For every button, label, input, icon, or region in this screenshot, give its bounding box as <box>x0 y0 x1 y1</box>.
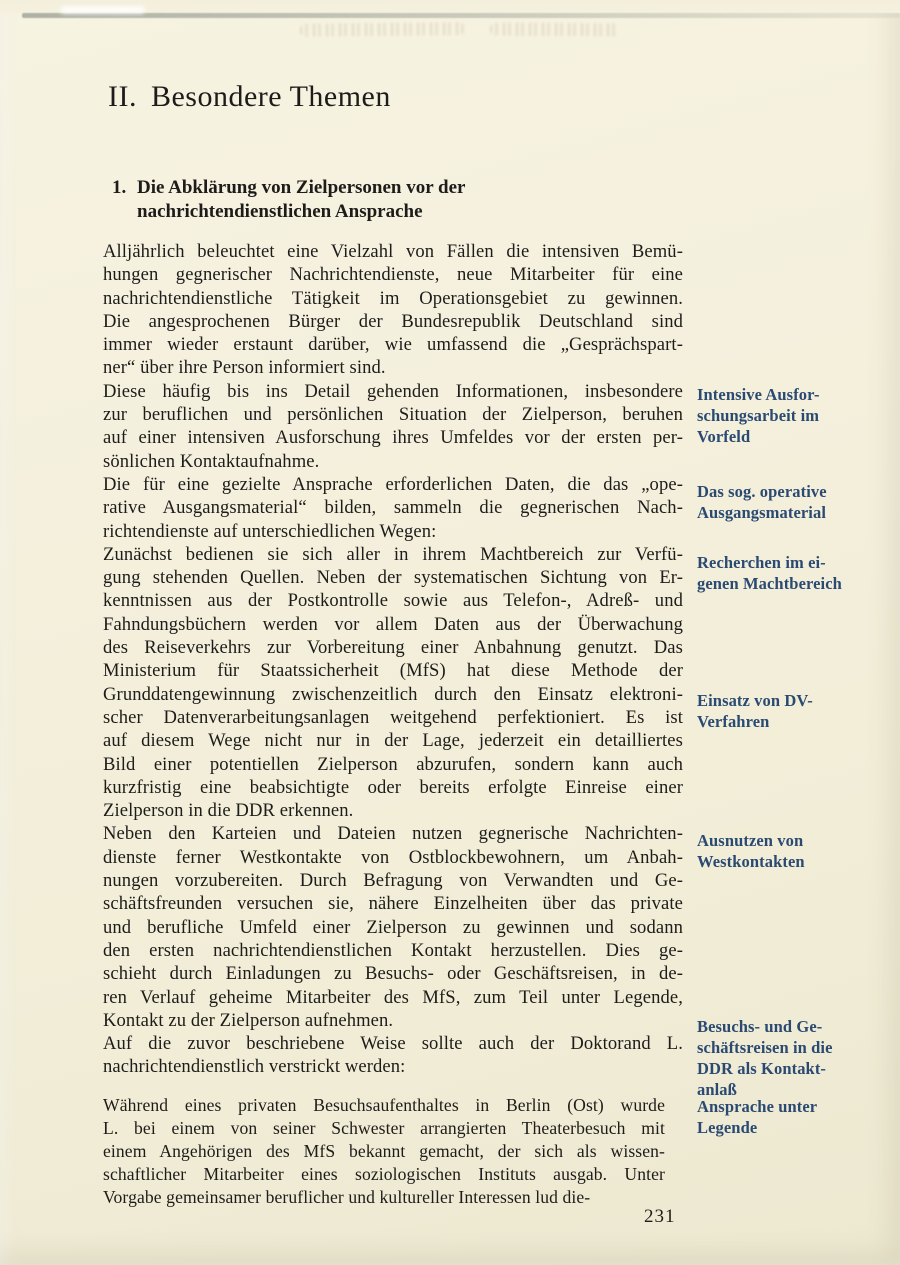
margin-note-line: DDR als Kontakt- <box>697 1059 827 1078</box>
margin-note-line: anlaß <box>697 1080 737 1099</box>
body-text-line: nungen vorzubereiten. Durch Befragung von Verwandten und Ge- <box>103 870 683 892</box>
body-text-line: zur beruflichen und persönlichen Situation der Zielperson, beruhen <box>103 404 683 426</box>
body-text-line: ner“ über ihre Person informiert sind. <box>103 357 386 379</box>
margin-note-line: Legende <box>697 1118 758 1137</box>
margin-note <box>697 830 875 872</box>
example-text-line: Während eines privaten Besuchsaufenthaltes in Berlin (Ost) wurde <box>103 1095 665 1115</box>
margin-note-line: Einsatz von DV- <box>697 691 813 710</box>
case-example-block <box>103 1094 665 1209</box>
body-text-line: schieht durch Einladungen zu Besuchs- oder Geschäftsreisen, in de- <box>103 963 683 985</box>
body-text-line: Diese häufig bis ins Detail gehenden Informationen, insbesondere <box>103 380 683 402</box>
example-text-line: einem Angehörigen des MfS bekannt gemacht, der sich als wissen- <box>103 1141 665 1161</box>
body-text-line: hungen gegnerischer Nachrichtendienste, neue Mitarbeiter für eine <box>103 264 683 286</box>
margin-note-line: Besuchs- und Ge- <box>697 1017 823 1036</box>
body-text-line: und berufliche Umfeld einer Zielperson zu gewinnen und sodann <box>103 916 683 938</box>
body-text-line: schäftsfreunden versuchen sie, nähere Einzelheiten über das private <box>103 893 683 915</box>
body-text-line: Auf die zuvor beschriebene Weise sollte auch der Doktorand L. <box>103 1033 683 1055</box>
section-heading-text <box>137 176 465 224</box>
margin-note <box>697 1096 875 1138</box>
body-text-line: Zielperson in die DDR erkennen. <box>103 800 354 822</box>
body-text-line: Grunddatengewinnung zwischenzeitlich durch den Einsatz elektroni- <box>103 683 683 705</box>
example-text-line: schaftlicher Mitarbeiter eines soziologischen Instituts ausgab. Unter <box>103 1164 665 1184</box>
margin-note-line: genen Machtbereich <box>697 574 842 593</box>
body-text-line: immer wieder erstaunt darüber, wie umfassend die „Gesprächspart- <box>103 334 683 356</box>
body-text-line: den ersten nachrichtendienstlichen Kontakt herzustellen. Dies ge- <box>103 939 683 961</box>
margin-note-line: Westkontakten <box>697 852 805 871</box>
body-text-column <box>103 240 683 1079</box>
body-text-line: Die angesprochenen Bürger der Bundesrepublik Deutschland sind <box>103 310 683 332</box>
margin-note <box>697 552 875 594</box>
scan-smudge-right <box>490 23 620 37</box>
margin-note-line: schungsarbeit im <box>697 406 820 425</box>
margin-note-line: schäftsreisen in die <box>697 1038 833 1057</box>
body-text-line: scher Datenverarbeitungsanlagen weitgehend perfektioniert. Es ist <box>103 706 683 728</box>
body-text-line: nachrichtendienstliche Tätigkeit im Operationsgebiet zu gewinnen. <box>103 287 683 309</box>
body-text-line: sönlichen Kontaktaufnahme. <box>103 450 320 472</box>
body-text-line: Fahndungsbüchern werden vor allem Daten aus der Überwachung <box>103 613 683 635</box>
margin-note-line: Intensive Ausfor- <box>697 385 820 404</box>
body-text-line: auf diesem Wege nicht nur in der Lage, jederzeit ein detailliertes <box>103 730 683 752</box>
margin-note-line: Das sog. operative <box>697 482 827 501</box>
margin-note <box>697 690 875 732</box>
margin-note-line: Vorfeld <box>697 427 751 446</box>
body-text-line: kurzfristig eine beabsichtigte oder bereits erfolgte Einreise einer <box>103 776 683 798</box>
body-text-line: Kontakt zu der Zielperson aufnehmen. <box>103 1009 394 1031</box>
margin-note <box>697 384 875 447</box>
margin-note <box>697 481 875 523</box>
body-text-line: des Reiseverkehrs zur Vorbereitung einer Anbahnung genutzt. Das <box>103 637 683 659</box>
margin-note-line: Verfahren <box>697 712 770 731</box>
body-text-line: gung stehenden Quellen. Neben der systematischen Sichtung von Er- <box>103 567 683 589</box>
chapter-title-text: Besondere Themen <box>150 80 391 113</box>
chapter-numeral: II. <box>108 80 137 113</box>
scan-edge-artifact <box>22 13 900 18</box>
example-text-line: L. bei einem von seiner Schwester arrangierten Theaterbesuch mit <box>103 1118 665 1138</box>
body-text-line: Neben den Karteien und Dateien nutzen gegnerische Nachrichten- <box>103 823 683 845</box>
body-text-line: Alljährlich beleuchtet eine Vielzahl von Fällen die intensiven Bemü- <box>103 241 683 262</box>
body-text-line: Ministerium für Staatssicherheit (MfS) hat diese Methode der <box>103 660 683 682</box>
body-text-line: Zunächst bedienen sie sich aller in ihrem Machtbereich zur Verfü- <box>103 543 683 565</box>
section-number: 1. <box>112 177 127 198</box>
body-text-line: ren Verlauf geheime Mitarbeiter des MfS, zum Teil unter Legende, <box>103 986 683 1008</box>
body-text-line: Die für eine gezielte Ansprache erforderlichen Daten, die das „ope- <box>103 473 683 495</box>
body-text-line: dienste ferner Westkontakte von Ostblockbewohnern, um Anbah- <box>103 846 683 868</box>
body-text-line: nachrichtendienstlich verstrickt werden: <box>103 1056 406 1078</box>
section-heading <box>112 176 465 224</box>
body-text-line: kenntnissen aus der Postkontrolle sowie aus Telefon-, Adreß- und <box>103 590 683 612</box>
body-text-line: Bild einer potentiellen Zielperson abzurufen, sondern kann auch <box>103 753 683 775</box>
chapter-title <box>108 80 391 114</box>
section-heading-line1: Die Abklärung von Zielpersonen vor der <box>137 177 466 198</box>
scan-smudge-left <box>300 22 465 37</box>
body-text-line: richtendienste auf unterschiedlichen Wegen: <box>103 520 437 542</box>
body-text-line: auf einer intensiven Ausforschung ihres Umfeldes vor der ersten per- <box>103 427 683 449</box>
margin-note-line: Ansprache unter <box>697 1097 818 1116</box>
margin-note-line: Recherchen im ei- <box>697 553 826 572</box>
margin-note-line: Ausnutzen von <box>697 831 804 850</box>
example-text-line: Vorgabe gemeinsamer beruflicher und kultureller Interessen lud die- <box>103 1187 591 1207</box>
section-heading-line2: nachrichtendienstlichen Ansprache <box>137 201 423 222</box>
body-text-line: rative Ausgangsmaterial“ bilden, sammeln die gegnerischen Nach- <box>103 497 683 519</box>
margin-note <box>697 1016 875 1100</box>
scan-highlight-artifact <box>60 6 145 14</box>
page-number: 231 <box>644 1206 676 1227</box>
margin-note-line: Ausgangsmaterial <box>697 503 827 522</box>
